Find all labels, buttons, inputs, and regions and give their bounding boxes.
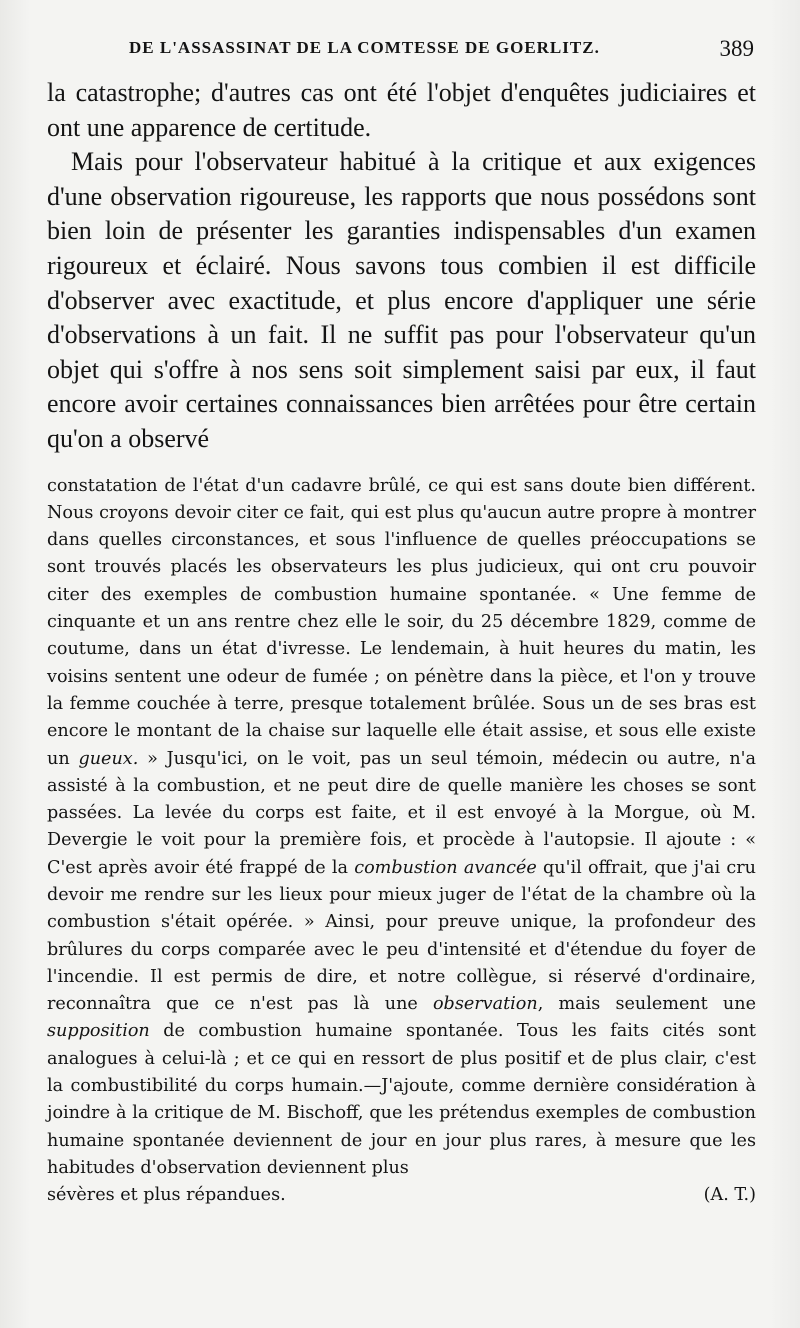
note-text-part-3: qu'il offrait, que j'ai cru devoir me rendre sur les lieux pour mieux juger de l'état de la chambre où la combustion s'était opérée. » Ainsi, pour preuve unique, la profondeur des brûlures du corps comparée avec le peu d'intensité et d'étendue du foyer de l'incendie. Il est permis de dire, et notre collègue, si réservé d'ordinaire, reconnaîtra que ce n'est pas là une bbox=[47, 857, 756, 1015]
note-text bbox=[47, 473, 756, 1210]
note-last-line bbox=[47, 1182, 756, 1209]
paragraph-2: Mais pour l'observateur habitué à la critique et aux exigences d'une observation rigoureuse, les rapports que nous possédons sont bien loin de présenter les garanties indispensables d'un examen rigoureux et éclairé. Nous savons tous combien il est difficile d'observer avec exactitude, et plus encore d'appliquer une série d'observations à un fait. Il ne suffit pas pour l'observateur qu'un objet qui s'offre à nos sens soit simplement saisi par eux, il faut encore avoir certaines connaissances bien arrêtées pour être certain qu'on a observé bbox=[47, 147, 756, 453]
note-text-part-2: » Jusqu'ici, on le voit, pas un seul témoin, médecin ou autre, n'a assisté à la combustion, et ne peut dire de quelle manière les choses se sont passées. La levée du corps est faite, et il est envoyé à la Morgue, où M. Devergie le voit pour la première fois, et procède à l'autopsie. Il ajoute : « C'est après avoir été frappé de la bbox=[47, 748, 756, 878]
running-title: DE L'ASSASSINAT DE LA COMTESSE DE GOERLITZ. bbox=[129, 38, 600, 57]
note-italic-observation: observation bbox=[432, 994, 538, 1015]
note-paragraph bbox=[47, 473, 756, 1183]
running-head bbox=[47, 36, 756, 76]
note-text-part-5: de combustion humaine spontanée. Tous les faits cités sont analogues à celui-là ; et ce qui en ressort de plus positif et de plus clair, c'est la combustibilité du corps humain.—J'ajoute, comme dernière considération à joindre à la critique de M. Bischoff, que les prétendus exemples de combustion humaine spontanée deviennent de jour en jour plus rares, à mesure que les habitudes d'observation deviennent plus bbox=[47, 1021, 756, 1178]
note-signature: (A. T.) bbox=[703, 1185, 756, 1206]
note-text-part-4: , mais seulement une bbox=[537, 994, 756, 1015]
paragraph-1: la catastrophe; d'autres cas ont été l'objet d'enquêtes judiciaires et ont une apparence de certitude. bbox=[47, 78, 756, 142]
note-italic-combustion: combustion avancée bbox=[354, 857, 537, 878]
note-closing-text: sévères et plus répandues. bbox=[47, 1185, 286, 1206]
main-text bbox=[47, 76, 756, 457]
note-text-part-1: constatation de l'état d'un cadavre brûlé, ce qui est sans doute bien différent. Nous croyons devoir citer ce fait, qui est plus qu'aucun autre propre à montrer dans quelles circonstances, et sous l'influence de quelles préoccupations se sont trouvés placés les observateurs les plus judicieux, qui ont cru pouvoir citer des exemples de combustion humaine spontanée. « Une femme de cinquante et un ans rentre chez elle le soir, du 25 décembre 1829, comme de coutume, dans un état d'ivresse. Le lendemain, à huit heures du matin, les voisins sentent une odeur de fumée ; on pénètre dans la pièce, et l'on y trouve la femme couchée à terre, presque totalement brûlée. Sous un de ses bras est encore le montant de la chaise sur laquelle elle était assise, et sous elle existe un bbox=[47, 475, 756, 769]
page-number: 389 bbox=[719, 36, 754, 61]
note-italic-gueux: gueux. bbox=[78, 748, 139, 769]
note-italic-supposition: supposition bbox=[47, 1021, 150, 1042]
